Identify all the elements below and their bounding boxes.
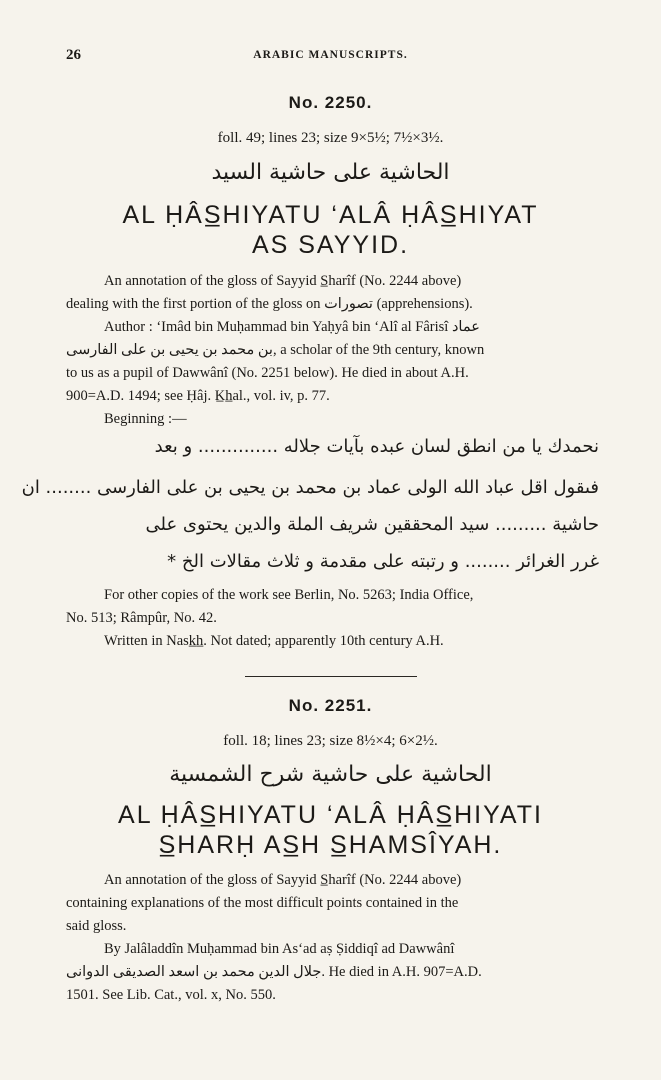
beginning-label-block [66, 408, 601, 431]
text-line: 1501. See Lib. Cat., vol. x, No. 550. [66, 987, 276, 1003]
entry-annotation-paragraph [66, 869, 601, 1007]
title-line: AL ḤÂS̲HIYATU ‘ALÂ ḤÂS̲HIYAT [122, 201, 539, 229]
title-line: AL ḤÂS̲HIYATU ‘ALÂ ḤÂS̲HIYATI [118, 801, 543, 829]
text-line: Written in Nask̲h̲. Not dated; apparently 10th century A.H. [104, 633, 444, 649]
running-title: ARABIC MANUSCRIPTS. [253, 49, 408, 61]
entry-physical-description: foll. 49; lines 23; size 9×5½; 7½×3½. [217, 130, 444, 146]
text-line: containing explanations of the most difficult points contained in the [66, 895, 459, 911]
text-line: Author : ‘Imâd bin Muḥammad bin Yaḥyâ bin ‘Alî al Fârisî عماد [104, 319, 480, 335]
transliterated-title [20, 800, 641, 860]
entry-number: No. 2251. [288, 696, 373, 715]
text-line: An annotation of the gloss of Sayyid S̲harîf (No. 2244 above) [104, 273, 462, 289]
entry-annotation-paragraph [66, 270, 601, 408]
text-line: For other copies of the work see Berlin, No. 5263; India Office, [104, 587, 474, 603]
text-line: By Jalâladdîn Muḥammad bin As‘ad aṣ Ṣiddiqî ad Dawwânî [104, 941, 455, 957]
page-number: 26 [66, 47, 81, 63]
title-line: AS SAYYID. [251, 231, 410, 259]
entry-physical-description: foll. 18; lines 23; size 8½×4; 6×2½. [223, 733, 438, 749]
arabic-incipit-line: غرر الغرائر ........ و رتبته على مقدمة و ثلاث مقالات الخ * [167, 551, 599, 572]
text-line: جلال الدين محمد بن اسعد الصديقى الدوانى. He died in A.H. 907=A.D. [66, 964, 482, 980]
other-copies-paragraph [66, 584, 601, 653]
running-header [66, 47, 595, 67]
text-line: to us as a pupil of Dawwânî (No. 2251 below). He died in about A.H. [66, 365, 469, 381]
transliterated-title [20, 200, 641, 260]
text-line: No. 513; Râmpûr, No. 42. [66, 610, 217, 626]
section-divider [245, 676, 417, 677]
arabic-incipit-line: فىقول اقل عباد الله الولى عماد بن محمد بن يحيى بن على الفارسى ........ ان [21, 477, 599, 498]
text-line: بن محمد بن يحيى بن على الفارسى, a scholar of the 9th century, known [66, 342, 485, 358]
text-line: said gloss. [66, 918, 127, 934]
text-line: 900=A.D. 1494; see Ḥâj. K̲h̲al., vol. iv, p. 77. [66, 388, 330, 404]
text-line: An annotation of the gloss of Sayyid S̲harîf (No. 2244 above) [104, 872, 462, 888]
arabic-title: الحاشية على حاشية السيد [211, 160, 450, 185]
arabic-incipit-line: نحمدك يا من انطق لسان عبده بآيات جلاله .............. و بعد [154, 436, 599, 457]
arabic-incipit-line: حاشية ......... سيد المحققين شريف الملة والدين يحتوى على [145, 514, 599, 535]
text-line: dealing with the first portion of the gloss on تصورات (apprehensions). [66, 296, 473, 312]
title-line: S̲HARḤ AS̲H S̲HAMSÎYAH. [158, 831, 503, 859]
beginning-label: Beginning :— [104, 411, 187, 427]
entry-number: No. 2250. [288, 93, 373, 112]
arabic-title: الحاشية على حاشية شرح الشمسية [169, 762, 492, 787]
